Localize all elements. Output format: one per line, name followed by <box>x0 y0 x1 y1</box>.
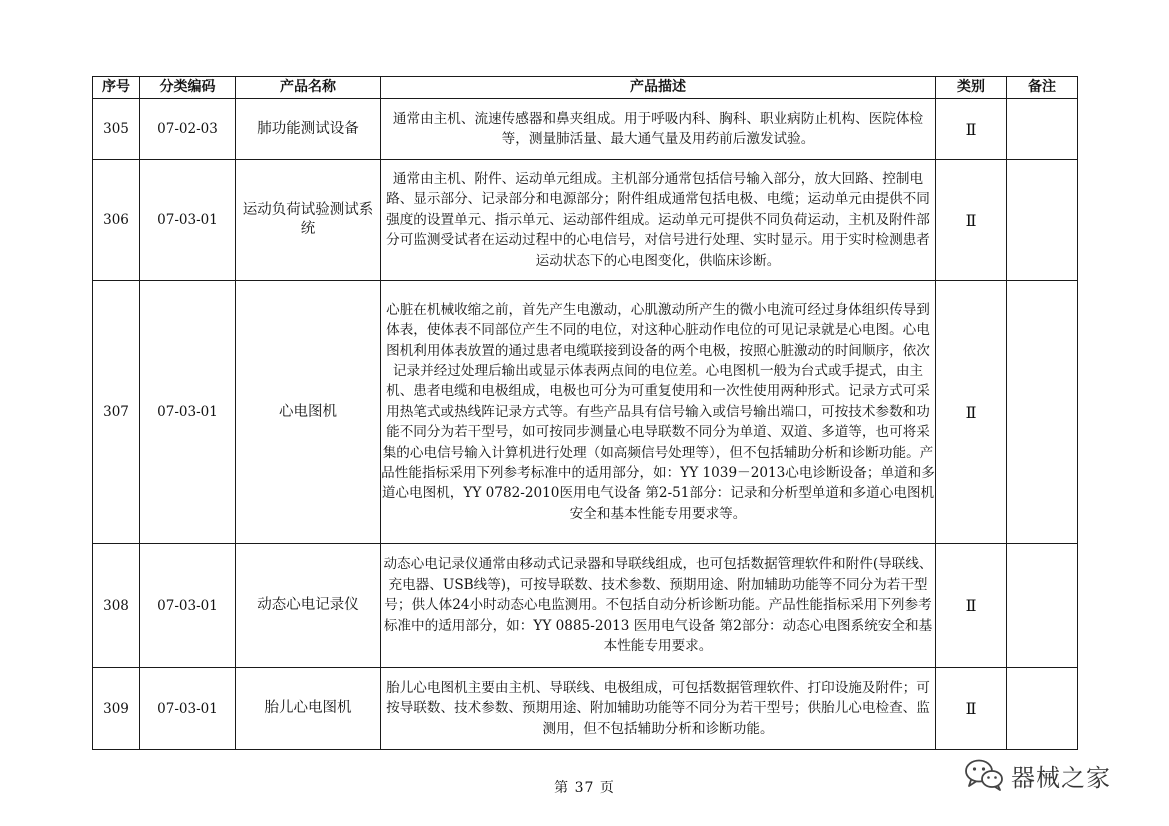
wechat-icon <box>963 757 1005 793</box>
row-seq: 307 <box>93 281 140 544</box>
row-class: Ⅱ <box>936 160 1007 281</box>
row-class: Ⅱ <box>936 99 1007 160</box>
row-class: Ⅱ <box>936 544 1007 668</box>
watermark-text: 器械之家 <box>1011 763 1111 792</box>
table-row <box>93 281 1078 544</box>
row-description: 动态心电记录仪通常由移动式记录器和导联线组成，也可包括数据管理软件和附件(导联线、充电器、USB线等)，可按导联数、技术参数、预期用途、附加辅助功能等不同分为若干型号；供人体24小时动态心电监测用。不包括自动分析诊断功能。产品性能指标采用下列参考标准中的适用部分，如：YY 0885-2013 医用电气设备 第2部分：动态心电图系统安全和基本性能专用要求。 <box>381 544 936 668</box>
row-description: 心脏在机械收缩之前，首先产生电激动，心肌激动所产生的微小电流可经过身体组织传导到体表，使体表不同部位产生不同的电位，对这种心脏动作电位的可见记录就是心电图。心电图机利用体表放置的通过患者电缆联接到设备的两个电极，按照心脏激动的时间顺序，依次记录并经过处理后输出或显示体表两点间的电位差。心电图机一般为台式或手提式，由主机、患者电缆和电极组成，电极也可分为可重复使用和一次性使用两种形式。记录方式可采用热笔式或热线阵记录方式等。有些产品具有信号输入或信号输出端口，可按技术参数和功能不同分为若干型号，如可按同步测量心电导联数不同分为单道、双道、多道等，也可将采集的心电信号输入计算机进行处理（如高频信号处理等），但不包括辅助分析和诊断功能。产品性能指标采用下列参考标准中的适用部分，如：YY 1039－2013心电诊断设备；单道和多道心电图机，YY 0782-2010医用电气设备 第2-51部分：记录和分析型单道和多道心电图机安全和基本性能专用要求等。 <box>381 281 936 544</box>
row-seq: 306 <box>93 160 140 281</box>
watermark <box>963 757 1111 793</box>
row-product-name: 胎儿心电图机 <box>236 668 381 750</box>
row-class: Ⅱ <box>936 281 1007 544</box>
row-remark <box>1007 99 1078 160</box>
row-category-code: 07-03-01 <box>140 544 236 668</box>
header-category-code: 分类编码 <box>140 77 236 99</box>
table-row <box>93 544 1078 668</box>
table-row <box>93 160 1078 281</box>
row-remark <box>1007 544 1078 668</box>
table-row <box>93 99 1078 160</box>
table-row <box>93 668 1078 750</box>
row-product-name: 动态心电记录仪 <box>236 544 381 668</box>
page-number: 第 37 页 <box>554 780 615 796</box>
device-catalog-table <box>92 76 1078 750</box>
table-header-row <box>93 77 1078 99</box>
row-product-name: 心电图机 <box>236 281 381 544</box>
row-remark <box>1007 281 1078 544</box>
header-product-name: 产品名称 <box>236 77 381 99</box>
row-remark <box>1007 668 1078 750</box>
row-seq: 309 <box>93 668 140 750</box>
header-remark: 备注 <box>1007 77 1078 99</box>
header-class: 类别 <box>936 77 1007 99</box>
header-seq: 序号 <box>93 77 140 99</box>
row-description: 胎儿心电图机主要由主机、导联线、电极组成，可包括数据管理软件、打印设施及附件；可按导联数、技术参数、预期用途、附加辅助功能等不同分为若干型号；供胎儿心电检查、监测用，但不包括辅助分析和诊断功能。 <box>381 668 936 750</box>
row-product-name: 运动负荷试验测试系统 <box>236 160 381 281</box>
row-description: 通常由主机、附件、运动单元组成。主机部分通常包括信号输入部分，放大回路、控制电路、显示部分、记录部分和电源部分；附件组成通常包括电极、电缆；运动单元由提供不同强度的设置单元、指示单元、运动部件组成。运动单元可提供不同负荷运动，主机及附件部分可监测受试者在运动过程中的心电信号，对信号进行处理、实时显示。用于实时检测患者运动状态下的心电图变化，供临床诊断。 <box>381 160 936 281</box>
row-remark <box>1007 160 1078 281</box>
row-seq: 305 <box>93 99 140 160</box>
row-category-code: 07-03-01 <box>140 160 236 281</box>
row-class: Ⅱ <box>936 668 1007 750</box>
row-category-code: 07-02-03 <box>140 99 236 160</box>
row-category-code: 07-03-01 <box>140 281 236 544</box>
header-description: 产品描述 <box>381 77 936 99</box>
row-description: 通常由主机、流速传感器和鼻夹组成。用于呼吸内科、胸科、职业病防止机构、医院体检等，测量肺活量、最大通气量及用药前后激发试验。 <box>381 99 936 160</box>
row-seq: 308 <box>93 544 140 668</box>
row-category-code: 07-03-01 <box>140 668 236 750</box>
row-product-name: 肺功能测试设备 <box>236 99 381 160</box>
